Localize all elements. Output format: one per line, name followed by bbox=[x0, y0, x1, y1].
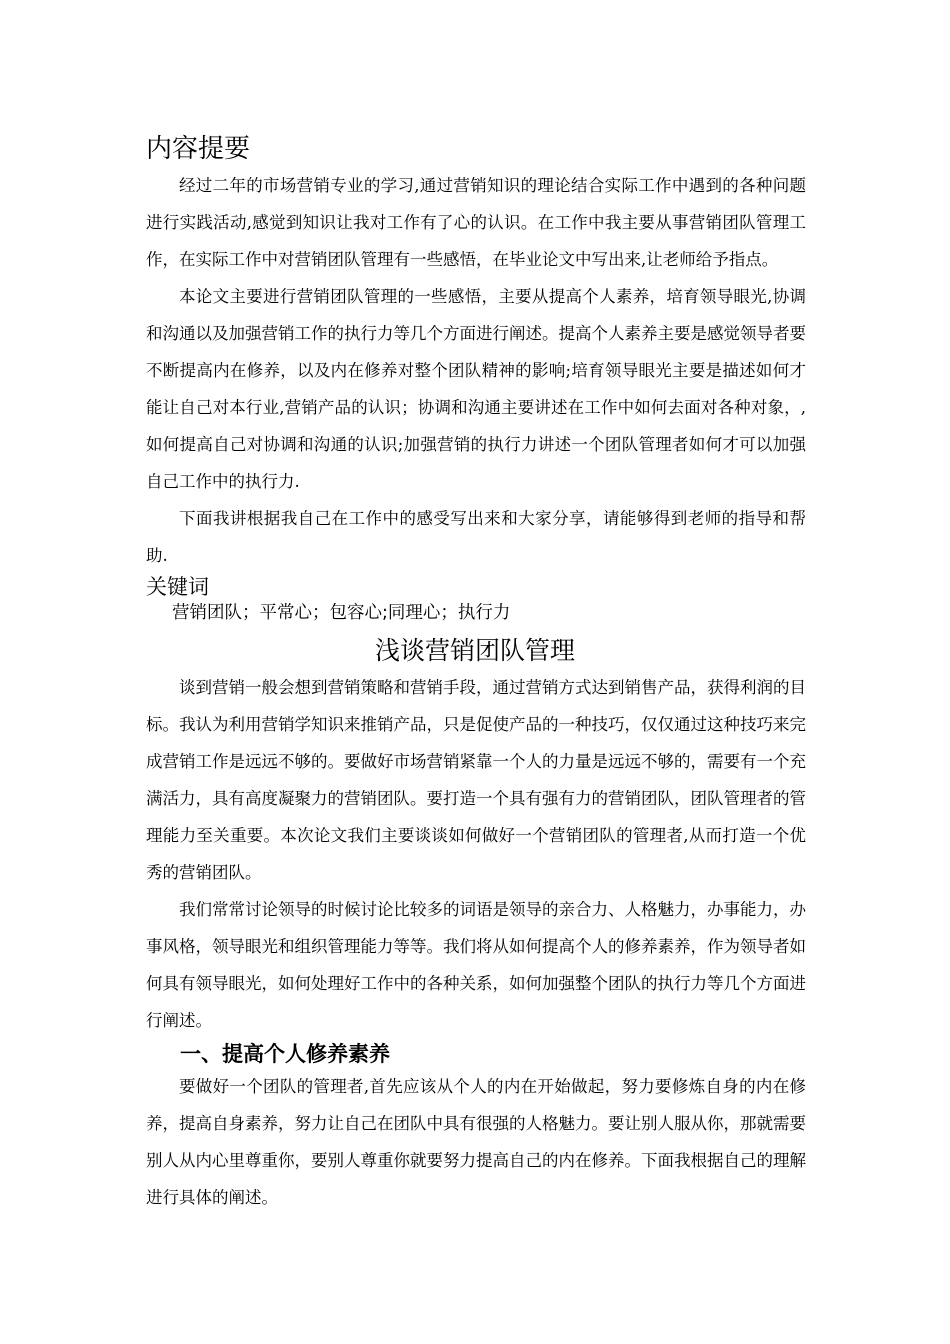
paper-title: 浅谈营销团队管理 bbox=[374, 636, 575, 665]
keywords-heading: 关键词 bbox=[146, 575, 209, 599]
section-1-heading: 一、提高个人修养素养 bbox=[180, 1042, 390, 1066]
section-1-paragraph-1: 要做好一个团队的管理者,首先应该从个人的内在开始做起，努力要修炼自身的内在修养，提高自身素养，努力让自己在团队中具有很强的人格魅力。要让别人服从你，那就需要别人从内心里尊重你，要别人尊重你就要努力提高自己的内在修养。下面我根据自己的理解进行具体的阐述。 bbox=[146, 1077, 806, 1207]
abstract-paragraph-2: 本论文主要进行营销团队管理的一些感悟，主要从提高个人素养，培育领导眼光,协调和沟通以及加强营销工作的执行力等几个方面进行阐述。提高个人素养主要是感觉领导者要不断提高内在修养，以及内在修养对整个团队精神的影响;培育领导眼光主要是描述如何才能让自己对本行业,营销产品的认识；协调和沟通主要讲述在工作中如何去面对各种对象，,如何提高自己对协调和沟通的认识;加强营销的执行力讲述一个团队管理者如何才可以加强自己工作中的执行力. bbox=[146, 287, 806, 491]
abstract-paragraph-1: 经过二年的市场营销专业的学习,通过营销知识的理论结合实际工作中遇到的各种问题进行实践活动,感觉到知识让我对工作有了心的认识。在工作中我主要从事营销团队管理工作，在实际工作中对营销团队管理有一些感悟，在毕业论文中写出来,让老师给予指点。 bbox=[146, 176, 806, 269]
keywords-list: 营销团队；平常心；包容心;同理心；执行力 bbox=[172, 603, 511, 623]
intro-paragraph-1: 谈到营销一般会想到营销策略和营销手段，通过营销方式达到销售产品，获得利润的目标。我认为利用营销学知识来推销产品，只是促使产品的一种技巧，仅仅通过这种技巧来完成营销工作是远远不够的。要做好市场营销紧靠一个人的力量是远远不够的，需要有一个充满活力，具有高度凝聚力的营销团队。要打造一个具有强有力的营销团队，团队管理者的管理能力至关重要。本次论文我们主要谈谈如何做好一个营销团队的管理者,从而打造一个优秀的营销团队。 bbox=[146, 678, 806, 882]
abstract-heading: 内容提要 bbox=[146, 134, 251, 164]
section-1-body bbox=[146, 1068, 806, 1216]
abstract-paragraph-3: 下面我讲根据我自己在工作中的感受写出来和大家分享，请能够得到老师的指导和帮助. bbox=[146, 509, 806, 565]
intro-paragraph-2: 我们常常讨论领导的时候讨论比较多的词语是领导的亲合力、人格魅力，办事能力，办事风格，领导眼光和组织管理能力等等。我们将从如何提高个人的修养素养，作为领导者如何具有领导眼光，如何处理好工作中的各种关系，如何加强整个团队的执行力等几个方面进行阐述。 bbox=[146, 900, 806, 1030]
abstract-body bbox=[146, 167, 806, 574]
intro-body bbox=[146, 669, 806, 1039]
